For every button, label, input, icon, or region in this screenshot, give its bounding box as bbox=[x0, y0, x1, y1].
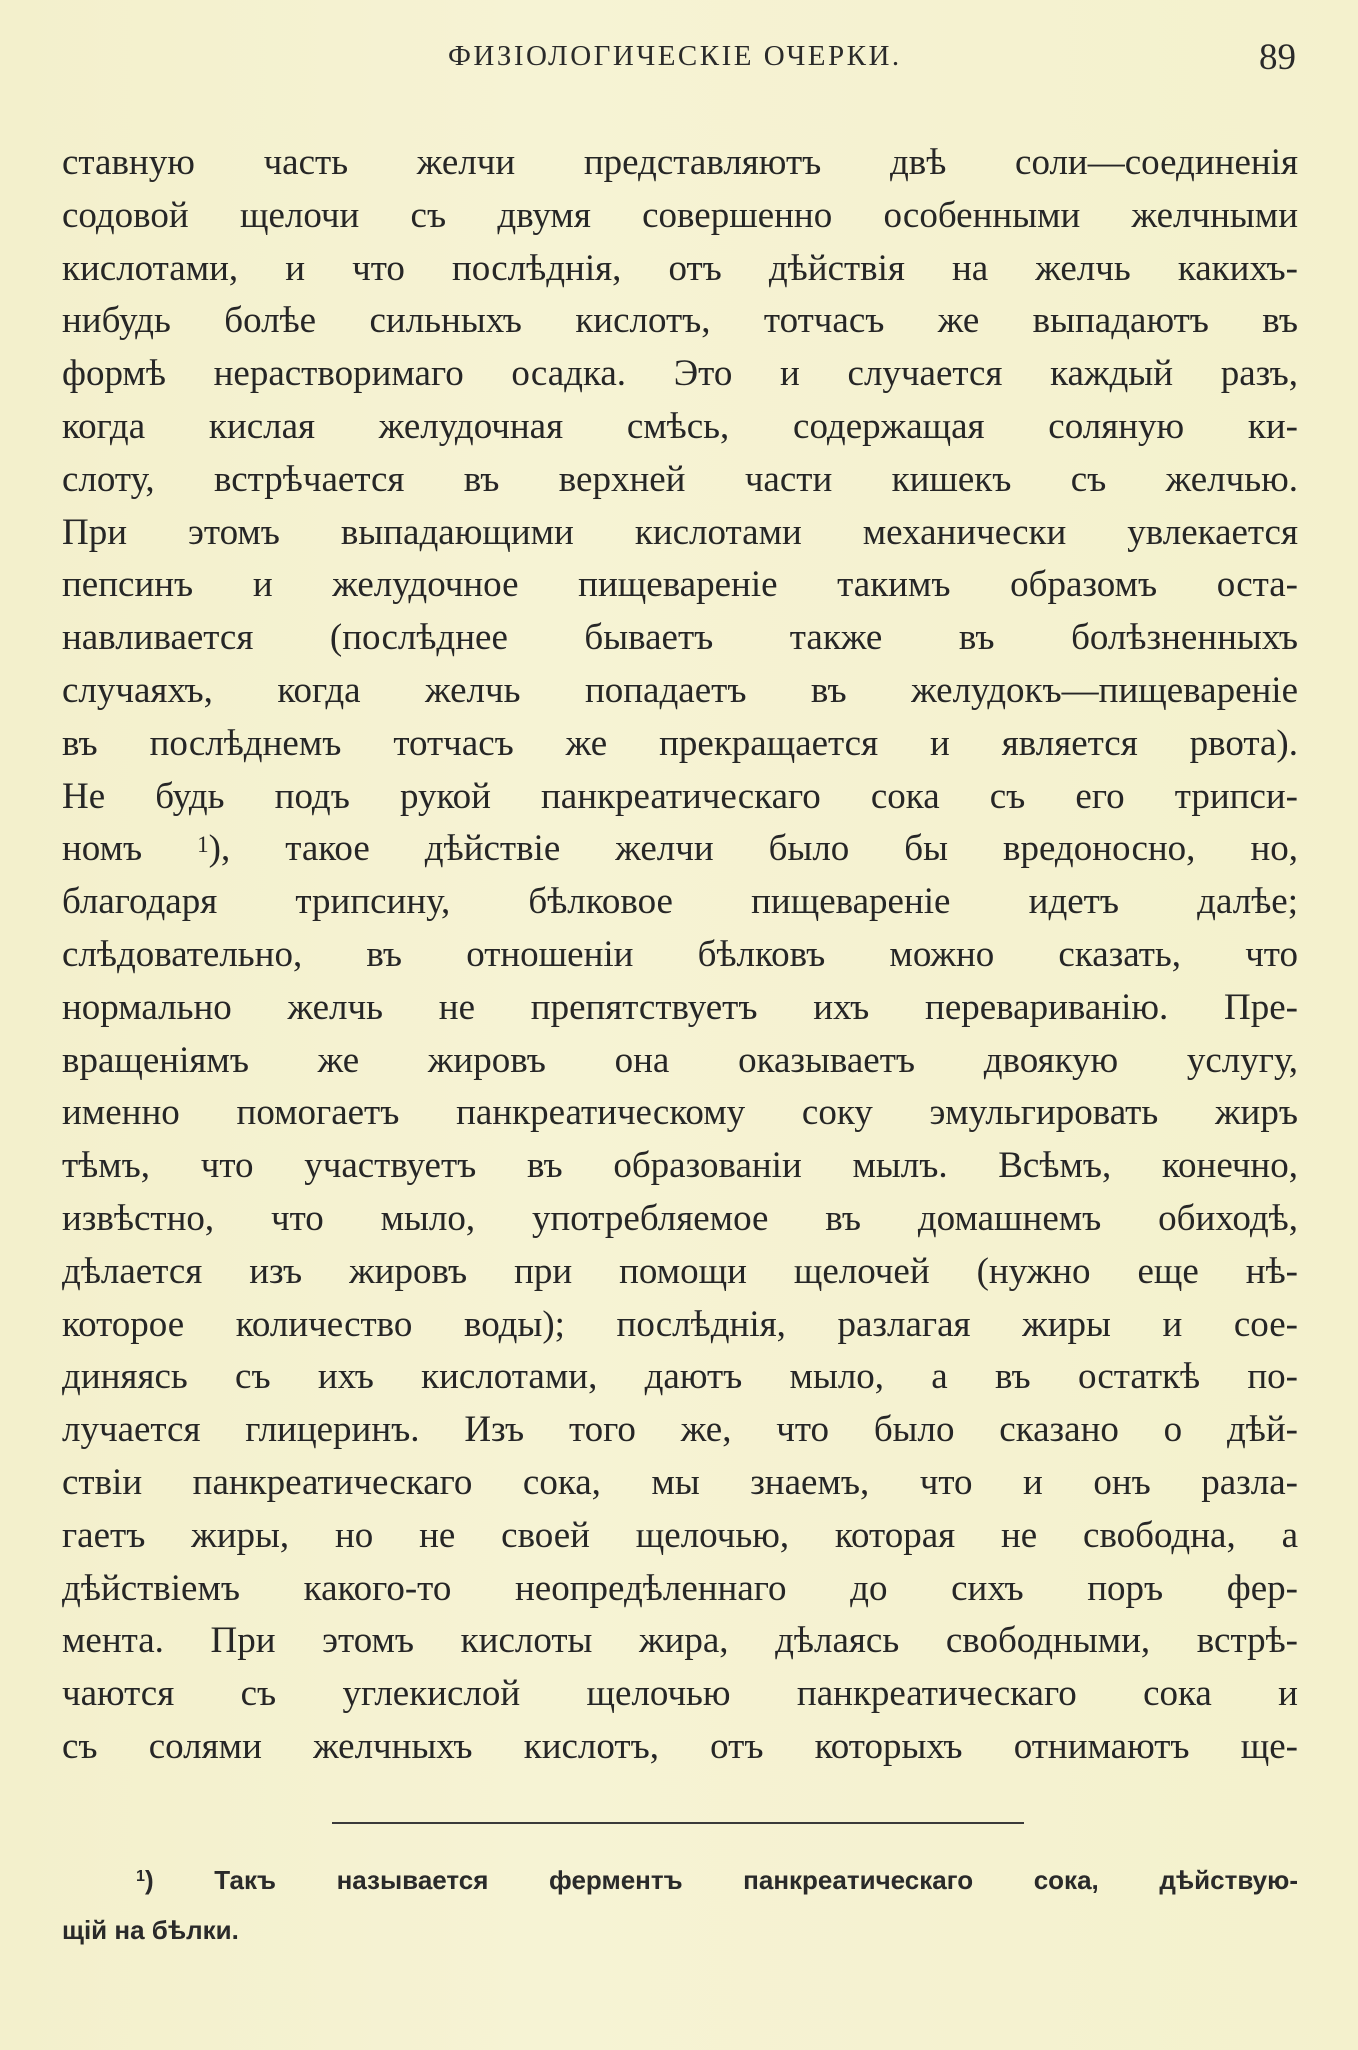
footnote-text: Такъ называется ферментъ панкреатическаго сока, дѣйствую- bbox=[214, 1865, 1298, 1895]
text-line: гаетъ жиры, но не своей щелочью, которая не свободна, а bbox=[62, 1514, 1298, 1556]
text-line: съ солями желчныхъ кислотъ, отъ которыхъ отнимаютъ ще- bbox=[62, 1725, 1298, 1767]
text-line: ставную часть желчи представляютъ двѣ соли—соединенія bbox=[62, 142, 1298, 183]
text-line: лучается глицеринъ. Изъ того же, что было сказано о дѣй- bbox=[62, 1409, 1298, 1451]
text-line: навливается (послѣднее бываетъ также въ болѣзненныхъ bbox=[62, 617, 1298, 659]
text-line: Не будь подъ рукой панкреатическаго сока съ его трипси- bbox=[62, 775, 1298, 817]
footnote-reference[interactable]: 1 bbox=[197, 832, 209, 858]
page-number: 89 bbox=[1259, 37, 1296, 78]
text-line: въ послѣднемъ тотчасъ же прекращается и является рвота). bbox=[62, 722, 1298, 764]
text-line: вращеніямъ же жировъ она оказываетъ двоякую услугу, bbox=[62, 1039, 1298, 1081]
text-fragment: номъ bbox=[62, 828, 143, 870]
running-title: ФИЗIОЛОГИЧЕСКIЕ ОЧЕРКИ. bbox=[448, 40, 902, 72]
text-line: формѣ нерастворимаго осадка. Это и случается каждый разъ, bbox=[62, 353, 1298, 395]
text-line: пепсинъ и желудочное пищевареніе такимъ образомъ оста- bbox=[62, 564, 1298, 606]
text-fragment: такое дѣйствіе желчи было бы вредоносно, но, bbox=[285, 828, 1298, 870]
text-line: когда кислая желудочная смѣсь, содержащая соляную ки- bbox=[62, 405, 1298, 447]
footnote bbox=[62, 1855, 1298, 1955]
text-line: чаются съ углекислой щелочью панкреатическаго сока и bbox=[62, 1673, 1298, 1715]
text-line: которое количество воды); послѣднія, разлагая жиры и сое- bbox=[62, 1303, 1298, 1345]
text-line: нормально желчь не препятствуетъ ихъ перевариванію. Пре- bbox=[62, 986, 1298, 1028]
text-line: содовой щелочи съ двумя совершенно особенными желчными bbox=[62, 194, 1298, 236]
text-line: слоту, встрѣчается въ верхней части кишекъ съ желчью. bbox=[62, 458, 1298, 500]
body-text bbox=[62, 137, 1298, 1774]
text-line: тѣмъ, что участвуетъ въ образованіи мылъ. Всѣмъ, конечно, bbox=[62, 1145, 1298, 1187]
footnote-marker-paren: ) bbox=[144, 1865, 154, 1895]
text-line: извѣстно, что мыло, употребляемое въ домашнемъ обиходѣ, bbox=[62, 1197, 1298, 1239]
footnote-line bbox=[62, 1855, 1298, 1905]
text-line: дѣлается изъ жировъ при помощи щелочей (нужно еще нѣ- bbox=[62, 1250, 1298, 1292]
footnote-divider bbox=[332, 1822, 1024, 1824]
text-line: именно помогаетъ панкреатическому соку эмульгировать жиръ bbox=[62, 1092, 1298, 1134]
text-line: случаяхъ, когда желчь попадаетъ въ желудокъ—пищевареніе bbox=[62, 669, 1298, 711]
text-line: ствіи панкреатическаго сока, мы знаемъ, что и онъ разла- bbox=[62, 1461, 1298, 1503]
text-line: благодаря трипсину, бѣлковое пищевареніе идетъ далѣе; bbox=[62, 881, 1298, 923]
footnote-marker: 1 bbox=[136, 1867, 145, 1885]
footnote-line: щій на бѣлки. bbox=[62, 1915, 239, 1945]
text-line-with-footnote-ref bbox=[62, 823, 1298, 876]
text-line: диняясь съ ихъ кислотами, даютъ мыло, а въ остаткѣ по- bbox=[62, 1356, 1298, 1398]
text-line: При этомъ выпадающими кислотами механически увлекается bbox=[62, 511, 1298, 553]
text-line: слѣдовательно, въ отношеніи бѣлковъ можно сказать, что bbox=[62, 933, 1298, 975]
text-line: кислотами, и что послѣднія, отъ дѣйствія на желчь какихъ- bbox=[62, 247, 1298, 289]
text-line: нибудь болѣе сильныхъ кислотъ, тотчасъ же выпадаютъ въ bbox=[62, 300, 1298, 342]
text-fragment: ), bbox=[208, 828, 231, 870]
text-line: дѣйствіемъ какого-то неопредѣленнаго до сихъ поръ фер- bbox=[62, 1567, 1298, 1609]
text-line: мента. При этомъ кислоты жира, дѣлаясь свободными, встрѣ- bbox=[62, 1620, 1298, 1662]
